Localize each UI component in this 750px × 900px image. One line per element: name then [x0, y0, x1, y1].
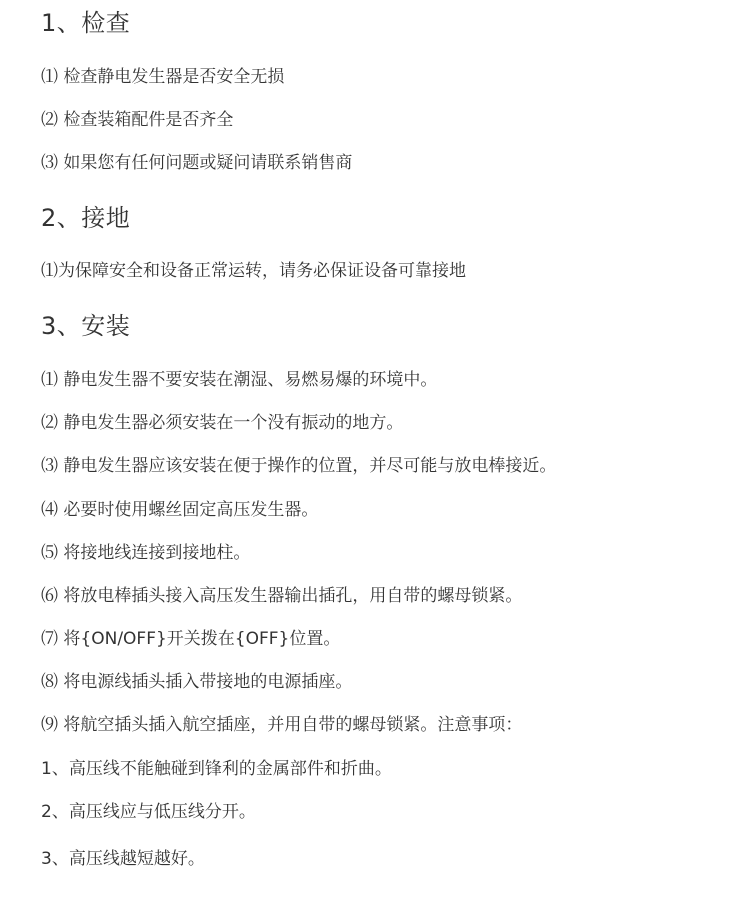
install-item-1: ⑴ 静电发生器不要安装在潮湿、易燃易爆的环境中。: [41, 370, 438, 390]
grounding-item-1: ⑴为保障安全和设备正常运转，请务必保证设备可靠接地: [41, 261, 466, 281]
caution-item-3: 3、高压线越短越好。: [41, 849, 205, 869]
install-item-2: ⑵ 静电发生器必须安装在一个没有振动的地方。: [41, 413, 404, 433]
install-item-3: ⑶ 静电发生器应该安装在便于操作的位置，并尽可能与放电棒接近。: [41, 456, 557, 476]
install-item-6: ⑹ 将放电棒插头接入高压发生器输出插孔，用自带的螺母锁紧。: [41, 586, 523, 606]
install-item-9: ⑼ 将航空插头插入航空插座，并用自带的螺母锁紧。注意事项：: [41, 715, 523, 735]
install-item-8: ⑻ 将电源线插头插入带接地的电源插座。: [41, 672, 353, 692]
install-item-4: ⑷ 必要时使用螺丝固定高压发生器。: [41, 500, 319, 520]
caution-item-1: 1、高压线不能触碰到锋利的金属部件和折曲。: [41, 759, 392, 779]
section-heading-install: 3、安装: [41, 312, 131, 340]
install-item-5: ⑸ 将接地线连接到接地柱。: [41, 543, 251, 563]
install-item-7: ⑺ 将{ON/OFF}开关拨在{OFF}位置。: [41, 629, 341, 649]
check-item-3: ⑶ 如果您有任何问题或疑问请联系销售商: [41, 153, 353, 173]
check-item-1: ⑴ 检查静电发生器是否安全无损: [41, 67, 285, 87]
check-item-2: ⑵ 检查装箱配件是否齐全: [41, 110, 234, 130]
caution-item-2: 2、高压线应与低压线分开。: [41, 802, 256, 822]
section-heading-check: 1、检查: [41, 9, 131, 37]
section-heading-grounding: 2、接地: [41, 204, 131, 232]
